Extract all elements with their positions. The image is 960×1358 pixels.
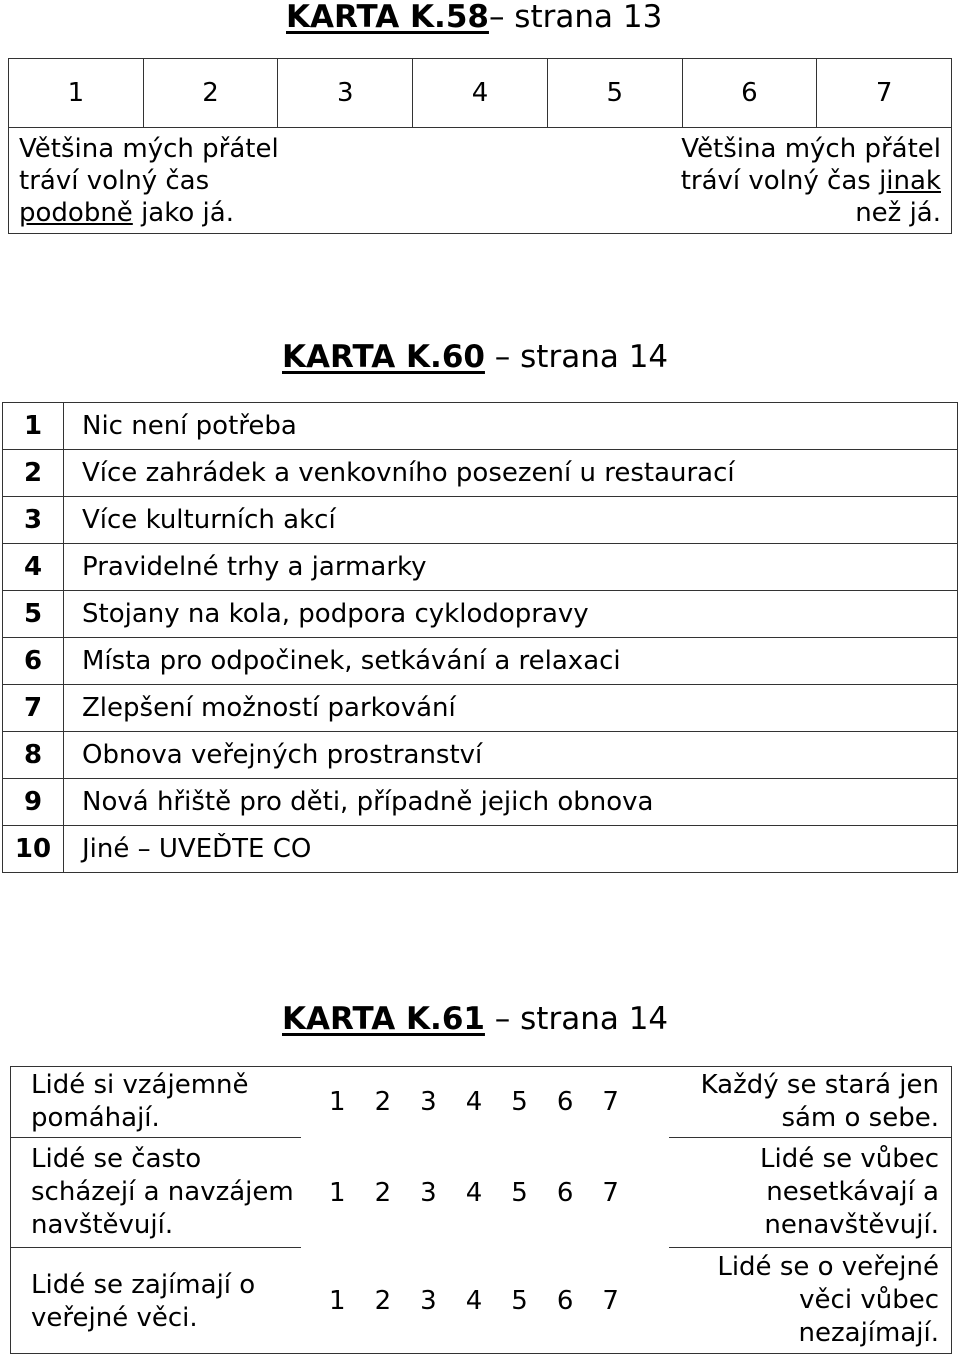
karta60-title: KARTA K.60 — [282, 339, 485, 375]
option-row[interactable] — [3, 450, 958, 497]
karta60-page: – strana 14 — [484, 339, 669, 375]
k61-item-1-scale — [329, 1087, 619, 1117]
option-text: Pravidelné trhy a jarmarky — [64, 544, 958, 591]
k61-item-2-scale-2[interactable]: 2 — [374, 1178, 392, 1208]
right-line-3: než já. — [855, 198, 941, 228]
option-text: Místa pro odpočinek, setkávání a relaxaci — [64, 638, 958, 685]
option-number: 2 — [3, 450, 64, 497]
scale-cell-5[interactable]: 5 — [548, 59, 683, 127]
k61-item-1-scale-3[interactable]: 3 — [420, 1087, 437, 1117]
option-text: Nová hřiště pro děti, případně jejich obnova — [64, 779, 958, 826]
k61-item-1-scale-2[interactable]: 2 — [374, 1087, 392, 1117]
karta61-heading — [282, 1001, 669, 1037]
k61-item-1-right — [701, 1069, 939, 1135]
option-number: 7 — [3, 685, 64, 732]
karta58-page: – strana 13 — [488, 0, 663, 35]
k61-item-3-right — [717, 1251, 939, 1350]
left-line-3 — [19, 197, 279, 229]
scale-cell-7[interactable]: 7 — [875, 78, 893, 108]
k61-item-2-scale-5[interactable]: 5 — [511, 1178, 528, 1208]
option-text: Více kulturních akcí — [64, 497, 958, 544]
k61-item-3-scale-4[interactable]: 4 — [465, 1286, 483, 1316]
k61-item-3-scale — [329, 1286, 619, 1316]
scale-right-statement — [681, 133, 941, 229]
right-underlined-word: jinak — [879, 166, 941, 196]
k61-item-3-left-line-1: Lidé se zajímají o — [31, 1270, 256, 1300]
right-line-2 — [681, 165, 941, 197]
k61-item-1-left-line-2: pomáhají. — [31, 1103, 160, 1133]
option-number: 5 — [3, 591, 64, 638]
k61-item-1-scale-7[interactable]: 7 — [602, 1087, 619, 1117]
k61-item-1-right-line-1: Každý se stará jen — [700, 1070, 939, 1100]
k61-item-1-scale-5[interactable]: 5 — [511, 1087, 528, 1117]
k61-item-3-scale-6[interactable]: 6 — [556, 1286, 574, 1316]
option-text: Stojany na kola, podpora cyklodopravy — [64, 591, 958, 638]
k61-item-2-right — [760, 1143, 939, 1242]
k61-item-3-right-line-3: nezajímají. — [798, 1318, 939, 1348]
k61-item-2-left-line-1: Lidé se často — [31, 1144, 202, 1174]
k61-item-3-scale-2[interactable]: 2 — [374, 1286, 392, 1316]
karta58-scale-table — [8, 58, 952, 234]
k61-item-1-scale-1[interactable]: 1 — [329, 1087, 346, 1117]
option-row[interactable] — [3, 403, 958, 450]
option-row[interactable] — [3, 732, 958, 779]
k61-item-2-scale-6[interactable]: 6 — [556, 1178, 574, 1208]
option-number: 9 — [3, 779, 64, 826]
option-text: Více zahrádek a venkovního posezení u restaurací — [64, 450, 958, 497]
k61-item-1-right-line-2: sám o sebe. — [781, 1103, 939, 1133]
k61-item-2-scale — [329, 1178, 619, 1208]
option-number: 3 — [3, 497, 64, 544]
scale-cell-4[interactable]: 4 — [413, 59, 548, 127]
option-row[interactable] — [3, 544, 958, 591]
option-row[interactable] — [3, 497, 958, 544]
k61-item-2-scale-4[interactable]: 4 — [465, 1178, 483, 1208]
karta58-heading — [286, 2, 662, 33]
k61-item-3-left — [31, 1269, 255, 1335]
karta61-page: – strana 14 — [484, 1001, 669, 1037]
k61-divider-right-2 — [669, 1247, 951, 1248]
scale-left-statement — [19, 133, 279, 229]
left-line-2: tráví volný čas — [19, 166, 210, 196]
karta58-title: KARTA K.58 — [286, 0, 489, 35]
karta60-options-table — [2, 402, 958, 873]
k61-item-2-scale-7[interactable]: 7 — [602, 1178, 619, 1208]
k61-divider-right-1 — [669, 1137, 951, 1138]
k61-item-2-scale-3[interactable]: 3 — [420, 1178, 437, 1208]
k61-item-2-right-line-2: nesetkávají a — [766, 1177, 939, 1207]
k61-item-2-left-line-2: scházejí a navzájem — [31, 1177, 294, 1207]
k61-item-3-right-line-1: Lidé se o veřejné — [717, 1252, 939, 1282]
scale-numbers-row — [9, 59, 951, 128]
karta61-scale-box — [10, 1066, 952, 1354]
scale-cell-3[interactable]: 3 — [278, 59, 413, 127]
k61-item-3-scale-7[interactable]: 7 — [602, 1286, 619, 1316]
scale-cell-2[interactable]: 2 — [144, 59, 279, 127]
k61-item-1-left-line-1: Lidé si vzájemně — [31, 1070, 249, 1100]
k61-item-3-scale-3[interactable]: 3 — [420, 1286, 437, 1316]
left-line-3-tail: jako já. — [132, 198, 234, 228]
option-number: 6 — [3, 638, 64, 685]
k61-divider-left-2 — [11, 1247, 301, 1248]
option-number: 8 — [3, 732, 64, 779]
option-row[interactable] — [3, 826, 958, 873]
k61-item-3-right-line-2: věci vůbec — [799, 1285, 939, 1315]
right-line-1: Většina mých přátel — [681, 134, 941, 164]
option-number: 10 — [3, 826, 64, 873]
k61-item-1-scale-4[interactable]: 4 — [465, 1087, 483, 1117]
scale-cell-1[interactable]: 1 — [9, 59, 144, 127]
k61-item-2-scale-1[interactable]: 1 — [329, 1178, 346, 1208]
k61-item-3-scale-5[interactable]: 5 — [511, 1286, 528, 1316]
karta60-heading — [282, 339, 669, 375]
k61-item-1-scale-6[interactable]: 6 — [556, 1087, 574, 1117]
option-number: 4 — [3, 544, 64, 591]
left-line-1: Většina mých přátel — [19, 134, 279, 164]
option-text: Zlepšení možností parkování — [64, 685, 958, 732]
k61-item-2-left-line-3: navštěvují. — [31, 1210, 174, 1240]
k61-item-2-right-line-1: Lidé se vůbec — [760, 1144, 939, 1174]
option-text: Nic není potřeba — [64, 403, 958, 450]
k61-item-3-left-line-2: veřejné věci. — [31, 1303, 198, 1333]
option-row[interactable] — [3, 685, 958, 732]
k61-divider-left-1 — [11, 1137, 301, 1138]
option-row[interactable] — [3, 591, 958, 638]
option-row[interactable] — [3, 638, 958, 685]
option-text: Jiné – UVEĎTE CO — [64, 826, 958, 873]
karta61-title: KARTA K.61 — [282, 1001, 485, 1037]
k61-item-2-left — [31, 1143, 294, 1242]
k61-item-1-left — [31, 1069, 249, 1135]
left-underlined-word: podobně — [19, 198, 133, 228]
option-number: 1 — [3, 403, 64, 450]
option-text: Obnova veřejných prostranství — [64, 732, 958, 779]
right-line-2-pre: tráví volný čas — [680, 166, 880, 196]
option-row[interactable] — [3, 779, 958, 826]
k61-item-3-scale-1[interactable]: 1 — [329, 1286, 346, 1316]
k61-item-2-right-line-3: nenavštěvují. — [764, 1210, 939, 1240]
scale-cell-6[interactable]: 6 — [683, 59, 818, 127]
